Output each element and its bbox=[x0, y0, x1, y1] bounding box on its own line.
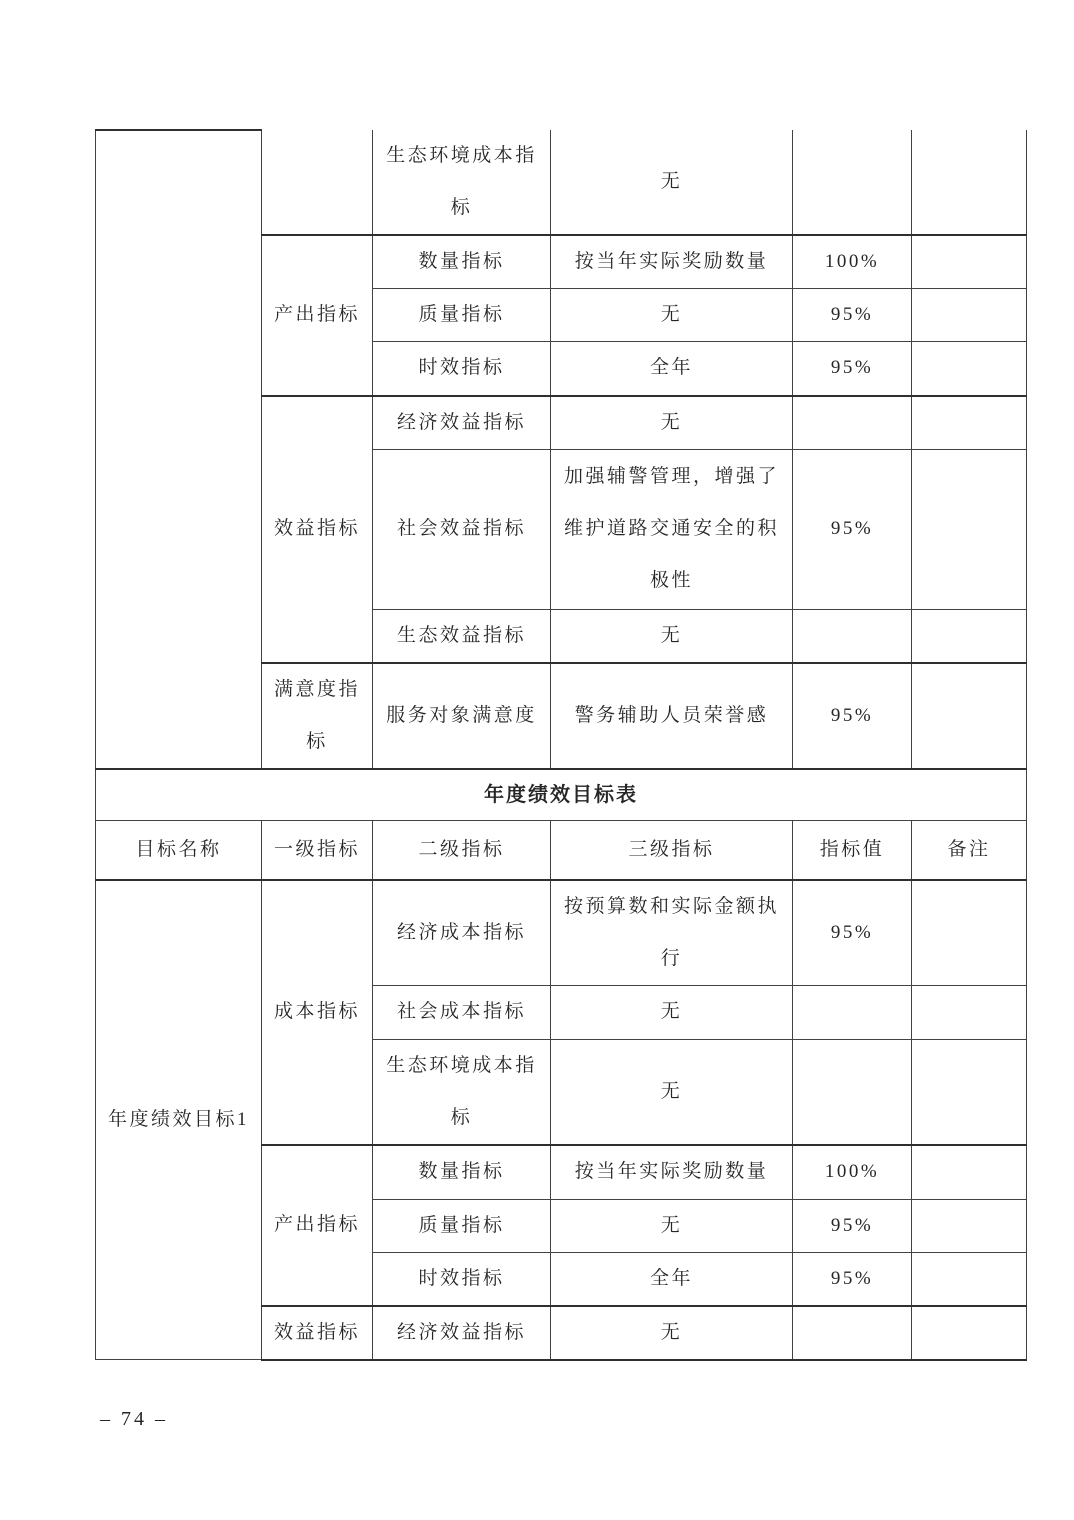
indicator-value-cell bbox=[793, 985, 912, 1039]
level3-indicator-cell: 全年 bbox=[551, 1252, 793, 1306]
level2-indicator-cell: 质量指标 bbox=[373, 1199, 551, 1252]
table-section-title: 年度绩效目标表 bbox=[96, 769, 1027, 821]
level3-indicator-cell: 全年 bbox=[551, 342, 793, 396]
level3-indicator-cell: 无 bbox=[551, 396, 793, 450]
table-title-row bbox=[96, 769, 1027, 821]
level1-indicator-cell: 产出指标 bbox=[262, 1145, 373, 1306]
column-header-value: 指标值 bbox=[793, 820, 912, 880]
level3-indicator-cell: 警务辅助人员荣誉感 bbox=[551, 663, 793, 769]
goal-name-cell bbox=[96, 130, 262, 769]
level2-indicator-cell: 生态效益指标 bbox=[373, 609, 551, 663]
level2-indicator-cell: 生态环境成本指标 bbox=[373, 1039, 551, 1145]
table-row bbox=[96, 130, 1027, 235]
note-cell bbox=[912, 609, 1027, 663]
level3-indicator-cell: 无 bbox=[551, 130, 793, 235]
indicator-value-cell: 95% bbox=[793, 663, 912, 769]
note-cell bbox=[912, 1252, 1027, 1306]
note-cell bbox=[912, 130, 1027, 235]
note-cell bbox=[912, 289, 1027, 342]
note-cell bbox=[912, 663, 1027, 769]
level2-indicator-cell: 经济效益指标 bbox=[373, 396, 551, 450]
indicator-value-cell: 95% bbox=[793, 1199, 912, 1252]
table-header-row bbox=[96, 820, 1027, 880]
indicator-value-cell: 100% bbox=[793, 235, 912, 289]
level3-indicator-cell: 无 bbox=[551, 1306, 793, 1360]
note-cell bbox=[912, 985, 1027, 1039]
indicator-value-cell: 95% bbox=[793, 449, 912, 609]
level2-indicator-cell: 数量指标 bbox=[373, 235, 551, 289]
note-cell bbox=[912, 1306, 1027, 1360]
level2-indicator-cell: 经济成本指标 bbox=[373, 880, 551, 986]
indicator-value-cell: 95% bbox=[793, 880, 912, 986]
indicator-value-cell: 95% bbox=[793, 289, 912, 342]
note-cell bbox=[912, 1199, 1027, 1252]
level2-indicator-cell: 数量指标 bbox=[373, 1145, 551, 1199]
level1-indicator-cell: 效益指标 bbox=[262, 396, 373, 663]
indicator-value-cell: 100% bbox=[793, 1145, 912, 1199]
level1-indicator-cell: 满意度指标 bbox=[262, 663, 373, 769]
level3-indicator-cell: 无 bbox=[551, 985, 793, 1039]
note-cell bbox=[912, 235, 1027, 289]
note-cell bbox=[912, 1039, 1027, 1145]
note-cell bbox=[912, 449, 1027, 609]
page-number: – 74 – bbox=[100, 1408, 168, 1430]
column-header-note: 备注 bbox=[912, 820, 1027, 880]
indicator-value-cell bbox=[793, 396, 912, 450]
column-header-level2: 二级指标 bbox=[373, 820, 551, 880]
level1-indicator-cell: 产出指标 bbox=[262, 235, 373, 396]
level3-indicator-cell: 无 bbox=[551, 1199, 793, 1252]
level3-indicator-cell: 按当年实际奖励数量 bbox=[551, 235, 793, 289]
level1-indicator-cell bbox=[262, 130, 373, 235]
level2-indicator-cell: 服务对象满意度 bbox=[373, 663, 551, 769]
level3-indicator-cell: 无 bbox=[551, 289, 793, 342]
level2-indicator-cell: 生态环境成本指标 bbox=[373, 130, 551, 235]
level3-indicator-cell: 按预算数和实际金额执行 bbox=[551, 880, 793, 986]
indicator-value-cell: 95% bbox=[793, 1252, 912, 1306]
performance-table bbox=[95, 129, 1027, 1361]
note-cell bbox=[912, 342, 1027, 396]
column-header-level1: 一级指标 bbox=[262, 820, 373, 880]
note-cell bbox=[912, 1145, 1027, 1199]
level2-indicator-cell: 时效指标 bbox=[373, 1252, 551, 1306]
level3-indicator-cell: 加强辅警管理，增强了维护道路交通安全的积极性 bbox=[551, 449, 793, 609]
table-row bbox=[96, 880, 1027, 986]
indicator-value-cell bbox=[793, 1306, 912, 1360]
note-cell bbox=[912, 396, 1027, 450]
level2-indicator-cell: 社会效益指标 bbox=[373, 449, 551, 609]
level1-indicator-cell: 效益指标 bbox=[262, 1306, 373, 1360]
goal-name-cell: 年度绩效目标1 bbox=[96, 880, 262, 1360]
indicator-value-cell bbox=[793, 1039, 912, 1145]
level2-indicator-cell: 经济效益指标 bbox=[373, 1306, 551, 1360]
note-cell bbox=[912, 880, 1027, 986]
column-header-goal-name: 目标名称 bbox=[96, 820, 262, 880]
level2-indicator-cell: 时效指标 bbox=[373, 342, 551, 396]
level3-indicator-cell: 无 bbox=[551, 1039, 793, 1145]
level2-indicator-cell: 质量指标 bbox=[373, 289, 551, 342]
level1-indicator-cell: 成本指标 bbox=[262, 880, 373, 1146]
level3-indicator-cell: 无 bbox=[551, 609, 793, 663]
indicator-value-cell: 95% bbox=[793, 342, 912, 396]
indicator-value-cell bbox=[793, 609, 912, 663]
level3-indicator-cell: 按当年实际奖励数量 bbox=[551, 1145, 793, 1199]
indicator-value-cell bbox=[793, 130, 912, 235]
level2-indicator-cell: 社会成本指标 bbox=[373, 985, 551, 1039]
column-header-level3: 三级指标 bbox=[551, 820, 793, 880]
